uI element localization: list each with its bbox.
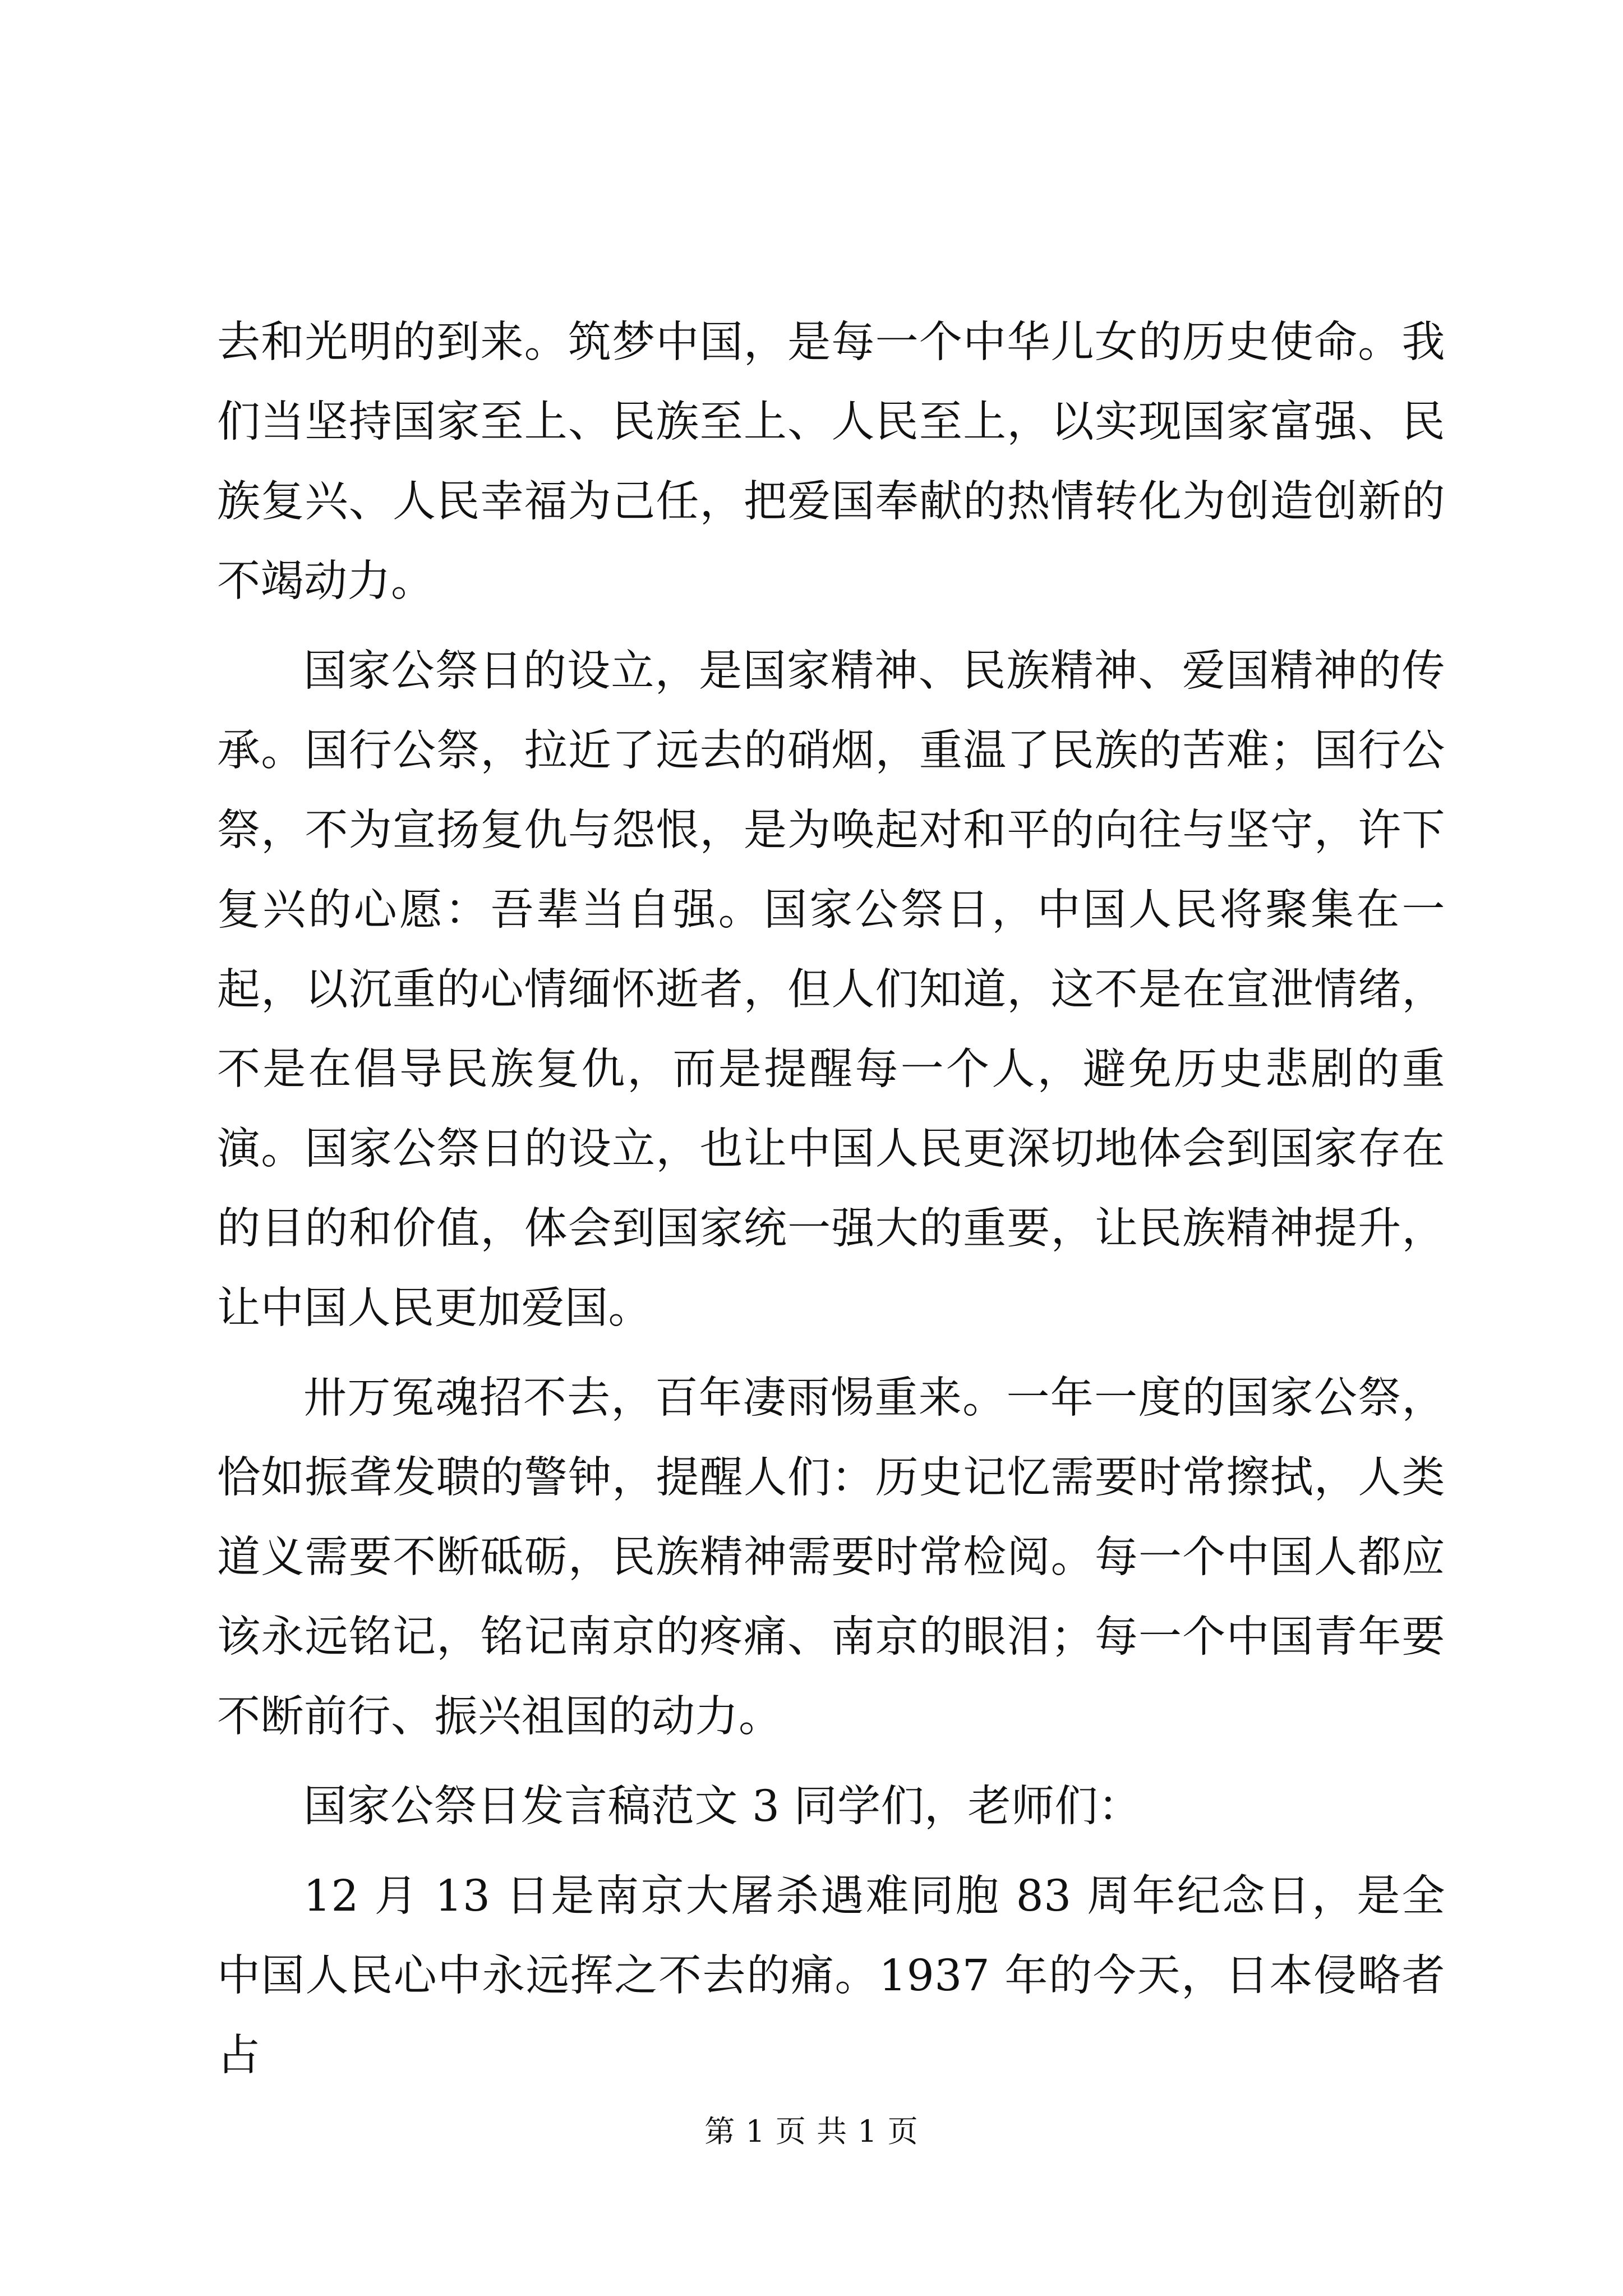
page-number-label: 第 1 页 共 1 页 — [704, 2114, 919, 2149]
paragraph-1: 去和光明的到来。筑梦中国，是每一个中华儿女的历史使命。我们当坚持国家至上、民族至上、人民至上，以实现国家富强、民族复兴、人民幸福为己任，把爱国奉献的热情转化为创造创新的不竭动力。 — [217, 318, 1445, 606]
paragraph-4: 国家公祭日发言稿范文 3 同学们，老师们： — [303, 1782, 1142, 1832]
document-body — [217, 303, 1445, 2096]
paragraph-5: 12 月 13 日是南京大屠杀遇难同胞 83 周年纪念日，是全中国人民心中永远挥之不去的痛。1937 年的今天，日本侵略者占 — [217, 1871, 1445, 2081]
paragraph-3: 卅万冤魂招不去，百年凄雨惕重来。一年一度的国家公祭，恰如振聋发聩的警钟，提醒人们：历史记忆需要时常擦拭，人类道义需要不断砥砺，民族精神需要时常检阅。每一个中国人都应该永远铭记，铭记南京的疼痛、南京的眼泪；每一个中国青年要不断前行、振兴祖国的动力。 — [217, 1373, 1445, 1742]
paragraph-2: 国家公祭日的设立，是国家精神、民族精神、爱国精神的传承。国行公祭，拉近了远去的硝烟，重温了民族的苦难；国行公祭，不为宣扬复仇与怨恨，是为唤起对和平的向往与坚守，许下复兴的心愿：吾辈当自强。国家公祭日，中国人民将聚集在一起，以沉重的心情缅怀逝者，但人们知道，这不是在宣泄情绪，不是在倡导民族复仇，而是提醒每一个人，避免历史悲剧的重演。国家公祭日的设立，也让中国人民更深切地体会到国家存在的目的和价值，体会到国家统一强大的重要，让民族精神提升，让中国人民更加爱国。 — [217, 646, 1445, 1333]
page-footer — [0, 2115, 1623, 2148]
